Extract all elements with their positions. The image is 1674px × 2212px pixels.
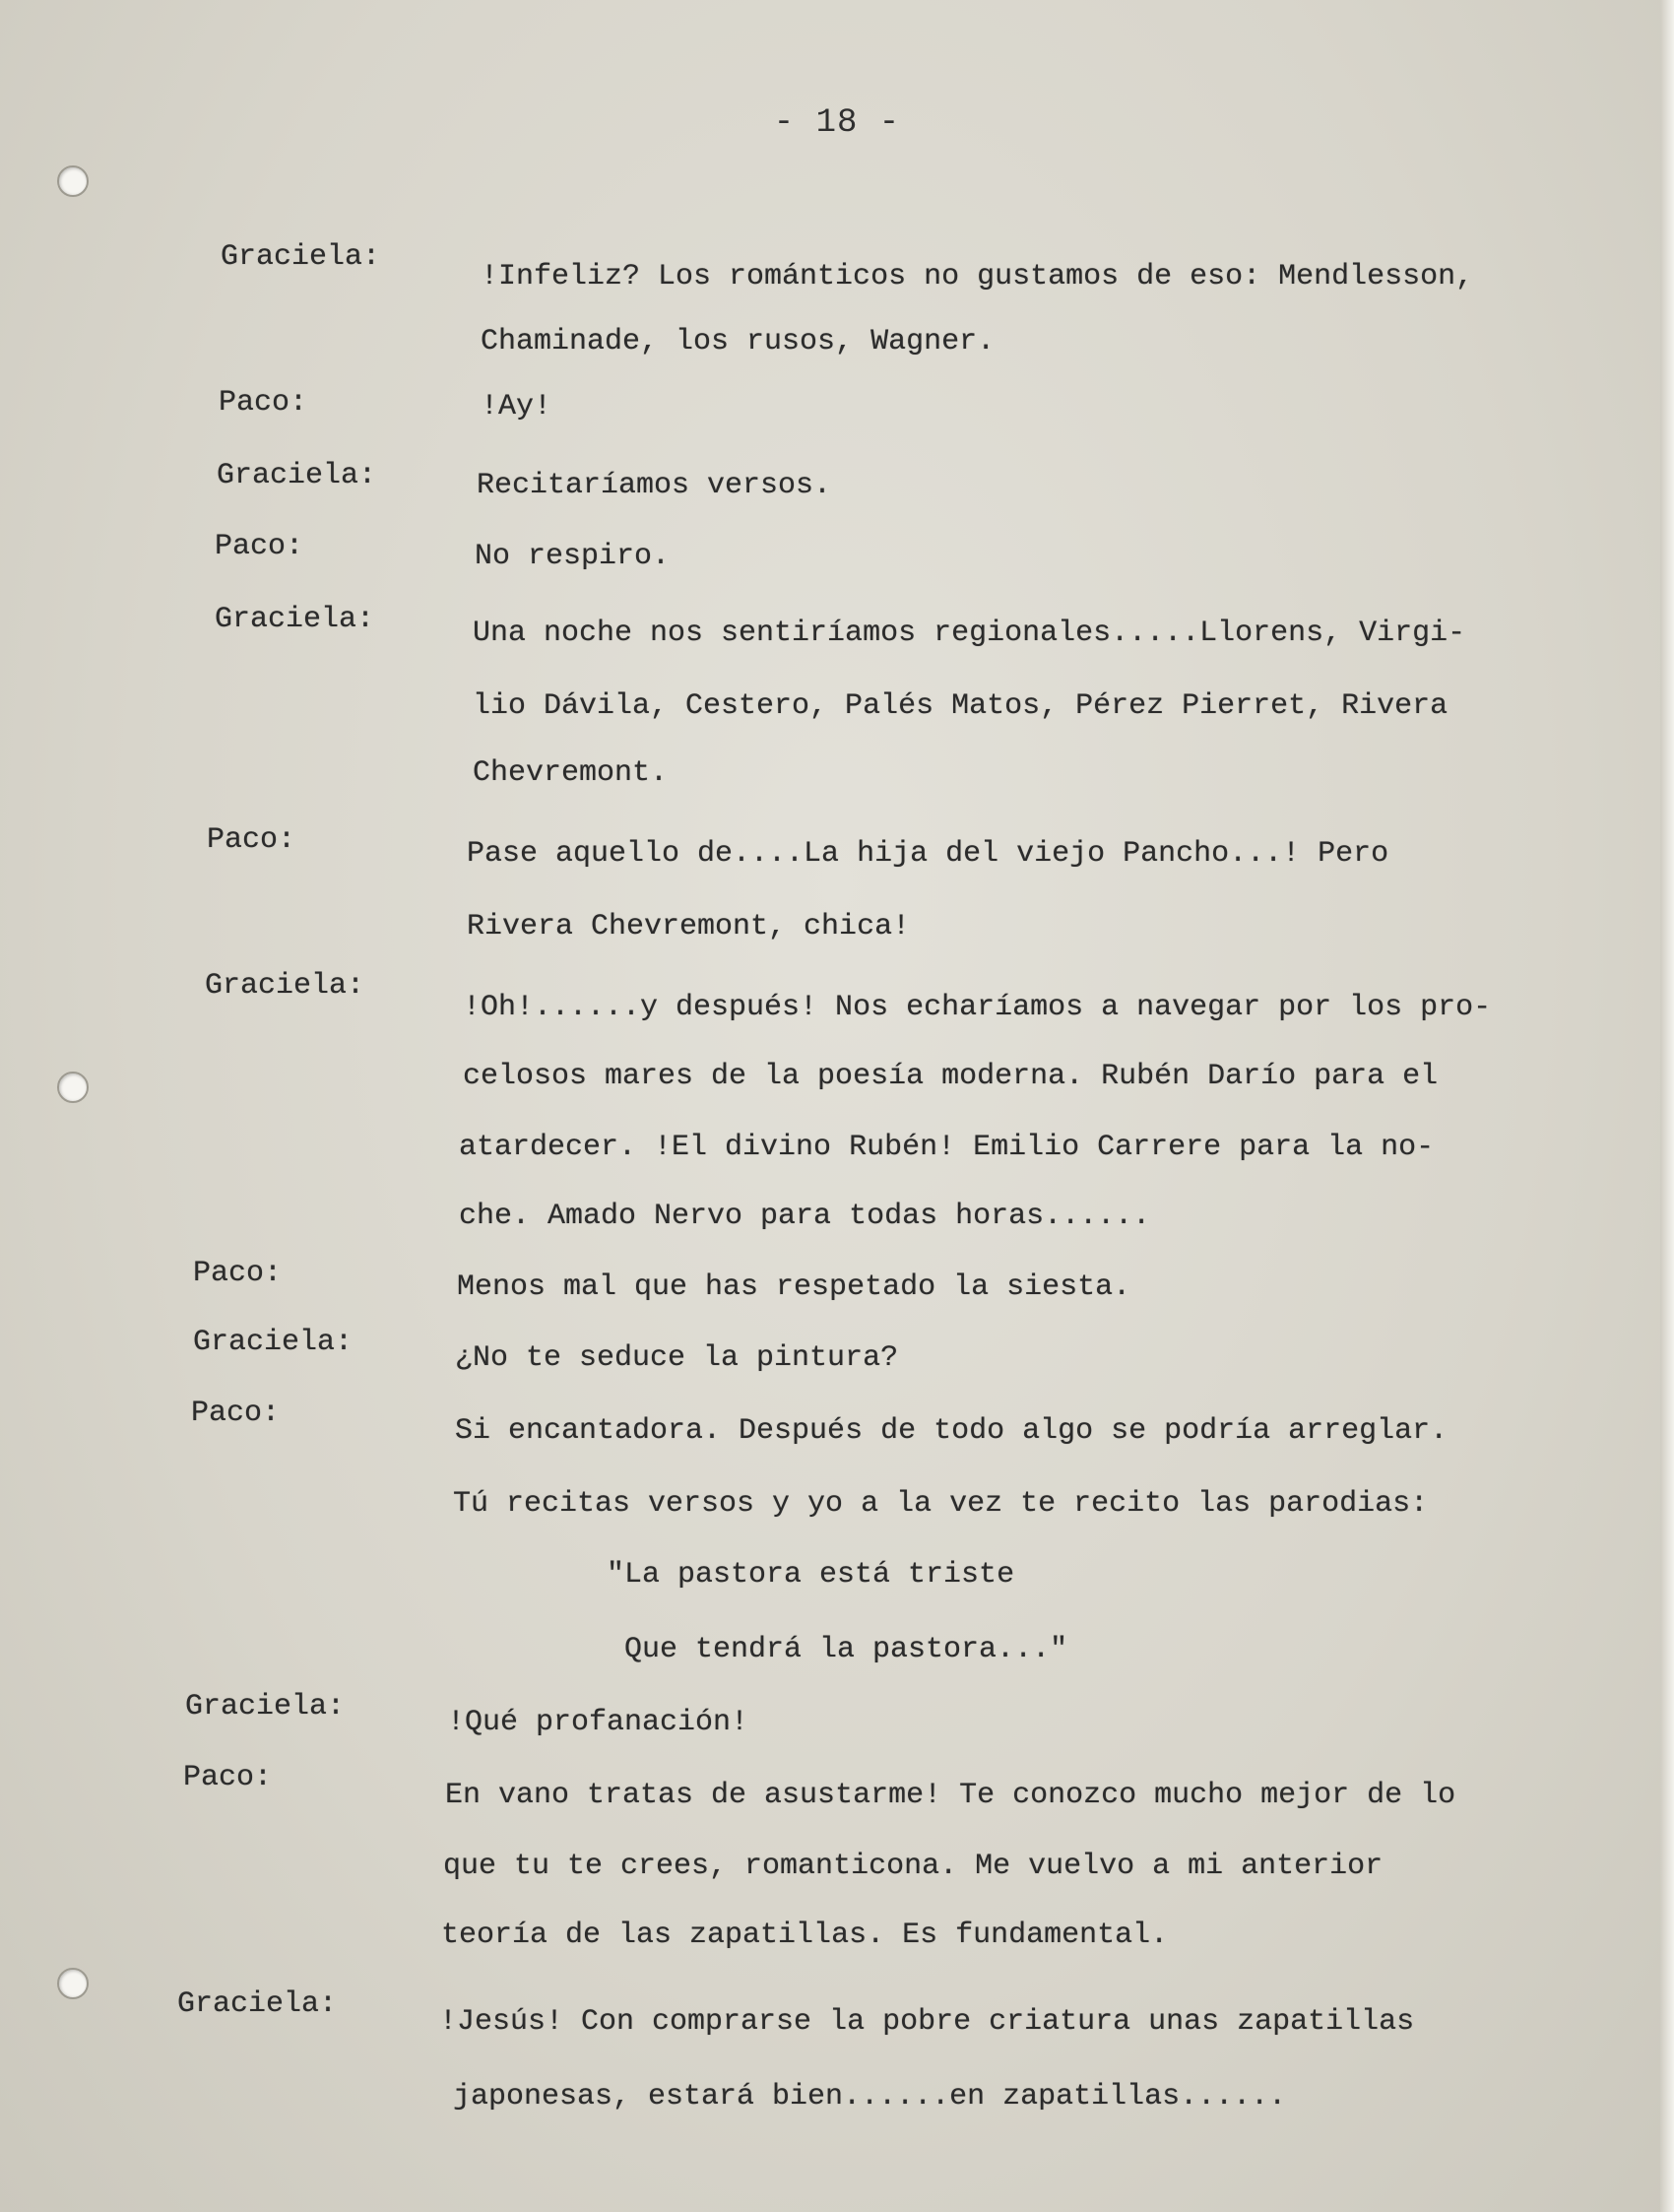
quoted-verse: Que tendrá la pastora..." bbox=[624, 1633, 1068, 1666]
dialogue-line: atardecer. !El divino Rubén! Emilio Carrere para la no- bbox=[459, 1131, 1435, 1164]
dialogue-line: che. Amado Nervo para todas horas...... bbox=[459, 1200, 1151, 1233]
dialogue-line: Chaminade, los rusos, Wagner. bbox=[481, 325, 996, 358]
dialogue-line: japonesas, estará bien......en zapatillas...... bbox=[453, 2080, 1287, 2114]
speaker-name: Graciela: bbox=[185, 1690, 346, 1724]
dialogue-line: No respiro. bbox=[475, 540, 671, 573]
quoted-verse: "La pastora está triste bbox=[607, 1558, 1015, 1592]
speaker-name: Graciela: bbox=[215, 603, 375, 636]
dialogue-line: que tu te crees, romanticona. Me vuelvo a mi anterior bbox=[443, 1850, 1384, 1883]
dialogue-line: Si encantadora. Después de todo algo se podría arreglar. bbox=[455, 1414, 1449, 1448]
speaker-name: Paco: bbox=[207, 823, 296, 857]
speaker-name: Graciela: bbox=[193, 1326, 354, 1359]
dialogue-line: Tú recitas versos y yo a la vez te recito las parodias: bbox=[453, 1487, 1429, 1521]
dialogue-line: Menos mal que has respetado la siesta. bbox=[457, 1270, 1131, 1304]
dialogue-line: !Ay! bbox=[481, 390, 552, 423]
speaker-name: Graciela: bbox=[221, 240, 381, 274]
speaker-name: Graciela: bbox=[205, 969, 365, 1003]
binder-hole-icon bbox=[57, 165, 89, 197]
dialogue-line: Rivera Chevremont, chica! bbox=[467, 910, 911, 943]
speaker-name: Paco: bbox=[183, 1761, 273, 1794]
binder-hole-icon bbox=[57, 1968, 89, 1999]
page-edge-shadow bbox=[1660, 0, 1674, 2212]
dialogue-line: teoría de las zapatillas. Es fundamental. bbox=[441, 1919, 1169, 1952]
page-number: - 18 - bbox=[773, 104, 901, 142]
dialogue-line: ¿No te seduce la pintura? bbox=[455, 1341, 899, 1375]
speaker-name: Paco: bbox=[215, 530, 304, 563]
dialogue-line: Chevremont. bbox=[473, 756, 669, 790]
speaker-name: Graciela: bbox=[217, 459, 377, 492]
dialogue-line: !Oh!......y después! Nos echaríamos a navegar por los pro- bbox=[463, 991, 1492, 1024]
dialogue-line: !Jesús! Con comprarse la pobre criatura unas zapatillas bbox=[439, 2005, 1415, 2039]
binder-hole-icon bbox=[57, 1072, 89, 1103]
dialogue-line: Pase aquello de....La hija del viejo Pancho...! Pero bbox=[467, 837, 1389, 871]
speaker-name: Paco: bbox=[191, 1397, 281, 1430]
speaker-name: Paco: bbox=[219, 386, 308, 420]
speaker-name: Paco: bbox=[193, 1257, 283, 1290]
dialogue-line: !Qué profanación! bbox=[447, 1706, 749, 1739]
dialogue-line: En vano tratas de asustarme! Te conozco mucho mejor de lo bbox=[445, 1779, 1456, 1812]
dialogue-line: celosos mares de la poesía moderna. Rubén Darío para el bbox=[463, 1060, 1439, 1093]
dialogue-line: !Infeliz? Los románticos no gustamos de eso: Mendlesson, bbox=[481, 260, 1474, 293]
dialogue-line: lio Dávila, Cestero, Palés Matos, Pérez Pierret, Rivera bbox=[473, 689, 1449, 723]
speaker-name: Graciela: bbox=[177, 1987, 338, 2021]
dialogue-line: Recitaríamos versos. bbox=[477, 469, 832, 502]
dialogue-line: Una noche nos sentiríamos regionales.....Llorens, Virgi- bbox=[473, 617, 1466, 650]
